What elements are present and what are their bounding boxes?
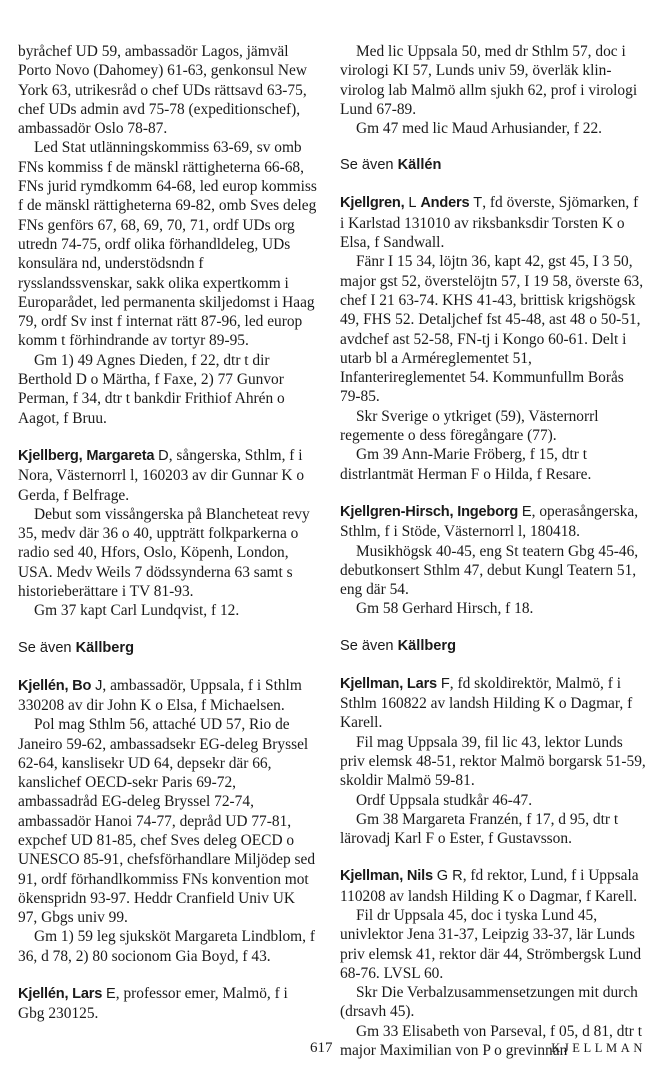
entry-text: , sångerska, Sthlm, f i Nora, Västernorrl l, 160203 av dir Gunnar K o Gerda, f Belfrage. xyxy=(18,446,305,504)
entry-paragraph: byråchef UD 59, ambassadör Lagos, jämväl Porto Novo (Dahomey) 61-63, genkonsul New York 63, utrikesråd o chef UDs rättsavd 63-75, chef UDs admin avd 75-78 (expeditionschef), ambassadör Oslo 78-87. xyxy=(18,43,307,138)
entry-paragraph: Fänr I 15 34, löjtn 36, kapt 42, gst 45, I 3 50, major gst 52, överstelöjtn 57, I 19 58, överste 63, chef I 21 63-74. KHS 41-43, brittisk krigshögsk 49, FHS 52. Detaljchef fst 45-48, ast 48 o 50-51, avdchef ast 52-58, FN-tj i Kongo 60-61. Delt i utarb bl a Arméreglementet 51, Infanterireglementet 54. Kommunfullm Borås 79-85. xyxy=(340,253,644,406)
entry-name: Kjellén, Bo xyxy=(18,677,92,694)
see-also-prefix: Se även xyxy=(340,637,394,654)
page-footer xyxy=(0,1040,664,1062)
right-column xyxy=(340,42,646,1078)
see-also-name: Källberg xyxy=(75,639,135,656)
entry-kjellman-lars xyxy=(340,674,646,849)
entry-text: , operasångerska, Sthlm, f i Stöde, Västernorrl l, 180418. xyxy=(340,502,639,541)
see-also-prefix: Se även xyxy=(340,157,394,174)
running-head: KJELLMAN xyxy=(551,1041,646,1055)
page-number: 617 xyxy=(310,1040,333,1056)
see-also-prefix: Se även xyxy=(18,639,72,656)
entry-initial: J xyxy=(95,677,103,694)
see-also-kallen xyxy=(340,156,646,175)
entry-paragraph xyxy=(340,674,646,733)
entry-paragraph: Musikhögsk 40-45, eng St teatern Gbg 45-46, debutkonsert Sthlm 47, debut Kungl Teatern 51, eng där 54. xyxy=(340,542,639,599)
left-column xyxy=(18,42,318,1042)
entry-paragraph: Debut som vissångerska på Blancheteat revy 35, medv där 36 o 40, uppträtt folkparkerna o radio sed 40, Hfors, Oslo, Köpenh, London, USA. Medv Weils 7 dödssynderna 63 samt s historieberättare i TV 81-93. xyxy=(18,505,310,601)
entry-paragraph xyxy=(340,866,646,906)
entry-name: Kjellberg, Margareta xyxy=(18,447,155,464)
entry-name: Kjellgren-Hirsch, Ingeborg xyxy=(340,503,519,520)
entry-name: Kjellén, Lars xyxy=(18,986,103,1003)
entry-kjellgren-anders xyxy=(340,193,646,483)
entry-text: , professor emer, Malmö, f i Gbg 230125. xyxy=(18,985,288,1023)
entry-paragraph: Skr Die Verbalzusammensetzungen mit durch (drsavh 45). xyxy=(340,984,638,1021)
entry-continuation xyxy=(340,42,646,138)
entry-paragraph xyxy=(18,984,318,1024)
entry-paragraph xyxy=(340,502,646,542)
entry-paragraph: Fil mag Uppsala 39, fil lic 43, lektor Lunds priv elemsk 48-51, rektor Malmö borgarsk 51-59, skoldir Malmö 59-81. xyxy=(340,733,646,790)
entry-paragraph: Led Stat utlänningskommiss 63-69, sv omb FNs kommiss f de mänskl rättigheterna 66-68, FNs jurid rymdkomm 64-68, led europ kommiss f de mänskl rättigheterna 69-82, omb Sves deleg FNs genförs 67, 68, 69, 70, 71, ordf UDs org utredn 74-75, ordf olika förhandldeleg, UDs konsulära nd, understödsndn f rysslandssvenskar, sakk olika expertkomm i Europarådet, led permanenta skiljedomst i Haag 79, ordf Sv inst f internat rätt 87-96, led europ komm t förhindrande av tortyr 89-95. xyxy=(18,139,317,350)
see-also-name: Källén xyxy=(397,157,442,174)
entry-name: Kjellman, Lars xyxy=(340,675,437,692)
entry-kjellberg-margareta xyxy=(18,446,318,621)
entry-text: , fd överste, Sjömarken, f i Karlstad 131010 av riksbanksdir Torsten K o Elsa, f Sandwall. xyxy=(340,194,639,252)
entry-paragraph: Gm 1) 59 leg sjuksköt Margareta Lindblom, f 36, d 78, 2) 80 socionom Gia Boyd, f 43. xyxy=(18,928,315,965)
entry-initial: E xyxy=(521,503,532,520)
entry-paragraph: Gm 39 Ann-Marie Fröberg, f 15, dtr t distrlantmät Herman F o Hilda, f Resare. xyxy=(340,446,592,483)
entry-paragraph: Skr Sverige o ytkriget (59), Västernorrl regemente o dess föregångare (77). xyxy=(340,407,599,445)
entry-paragraph: Med lic Uppsala 50, med dr Sthlm 57, doc i virologi KI 57, Lunds univ 59, överläk klin-virolog lab Malmö allm sjukh 62, prof i virologi Lund 67-89. xyxy=(340,43,638,118)
entry-paragraph: Pol mag Sthlm 56, attaché UD 57, Rio de Janeiro 59-62, ambassadsekr EG-deleg Bryssel 62-64, kanslisekr UD 64, depsekr där 66, kanslichef OECD-sekr Paris 69-72, ambassadråd EG-deleg Bryssel 72-74, ambassadör Hanoi 74-77, depråd UD 77-81, expchef UD 81-85, chef Sves deleg OECD o UNESCO 85-91, chefsförhandlare Miljödep sed 91, ordf förhandlkommiss FNs konvention mot ökenspridn 93-97. Heddr Cranfield Univ UK 97, Gbgs univ 99. xyxy=(18,716,316,927)
entry-paragraph: Gm 38 Margareta Franzén, f 17, d 95, dtr t lärovadj Karl F o Ester, f Gustavsson. xyxy=(340,810,619,848)
entry-paragraph: Gm 58 Gerhard Hirsch, f 18. xyxy=(356,600,534,618)
entry-continuation xyxy=(18,42,318,428)
entry-name: Kjellman, Nils xyxy=(340,868,433,885)
entry-paragraph: Gm 47 med lic Maud Arhusiander, f 22. xyxy=(356,120,603,138)
entry-text: , ambassadör, Uppsala, f i Sthlm 330208 av dir John K o Elsa, f Michaelsen. xyxy=(18,676,302,714)
entry-paragraph: Gm 1) 49 Agnes Dieden, f 22, dtr t dir Berthold D o Märtha, f Faxe, 2) 77 Gunvor Perman, f 34, dtr t bankdir Frithiof Ahrén o Aagot, f Bruu. xyxy=(18,351,285,427)
entry-kjellgren-hirsch xyxy=(340,502,646,619)
entry-name-given: Anders xyxy=(420,195,470,212)
entry-kjellen-bo xyxy=(18,676,318,966)
entry-name: Kjellgren, xyxy=(340,195,405,212)
entry-initial: D xyxy=(158,447,169,464)
entry-paragraph: Gm 37 kapt Carl Lundqvist, f 12. xyxy=(34,602,240,620)
entry-paragraph xyxy=(18,446,318,505)
entry-kjellman-nils xyxy=(340,866,646,1060)
entry-initial: F xyxy=(440,675,450,692)
entry-initial: G R xyxy=(436,868,463,885)
entry-initial: T xyxy=(473,195,483,212)
entry-paragraph: Ordf Uppsala studkår 46-47. xyxy=(356,791,533,809)
entry-paragraph: Fil dr Uppsala 45, doc i tyska Lund 45, univlektor Jena 31-37, Leipzig 33-37, lär Lunds priv elemsk 41, rektor där 44, Strömbergsk Lund 68-76. LVSL 60. xyxy=(340,906,642,982)
entry-text: , fd skoldirektör, Malmö, f i Sthlm 160822 av landsh Hilding K o Dagmar, f Karell. xyxy=(340,674,633,732)
entry-kjellen-lars xyxy=(18,984,318,1024)
see-also-name: Källberg xyxy=(397,637,457,654)
see-also-kallberg xyxy=(340,637,646,656)
entry-text: , fd rektor, Lund, f i Uppsala 110208 av landsh Hilding K o Dagmar, f Karell. xyxy=(340,867,639,905)
entry-initial: L xyxy=(408,195,417,212)
entry-paragraph xyxy=(18,676,318,716)
see-also-kallberg xyxy=(18,639,318,658)
entry-paragraph: Gm 33 Elisabeth von Parseval, f 05, d 81, dtr t major Maximilian von P o grevinnan xyxy=(340,1022,642,1060)
entry-initial: E xyxy=(106,986,116,1003)
entry-paragraph xyxy=(340,193,646,252)
